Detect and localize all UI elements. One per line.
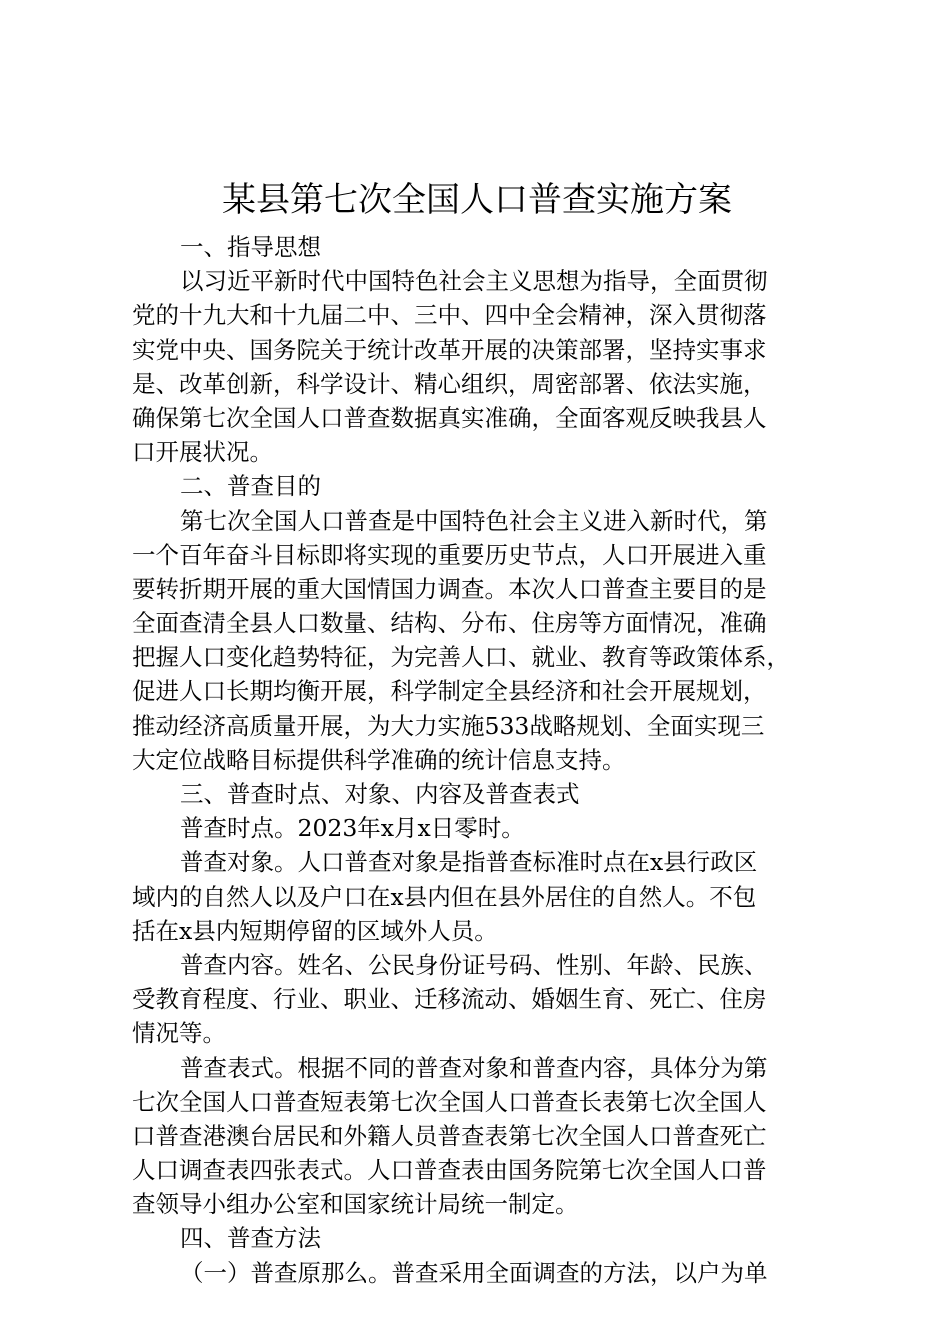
text-line: 推动经济高质量开展，为大力实施533战略规划、全面实现三 (132, 711, 765, 740)
text-line: 实党中央、国务院关于统计改革开展的决策部署，坚持实事求 (132, 335, 767, 364)
text-line: 党的十九大和十九届二中、三中、四中全会精神，深入贯彻落 (132, 301, 767, 330)
text-line: 普查对象。人口普查对象是指普查标准时点在x县行政区 (180, 848, 758, 877)
text-line: 确保第七次全国人口普查数据真实准确，全面客观反映我县人 (132, 403, 767, 432)
text-line: 二、普查目的 (180, 472, 321, 501)
text-line: 普查时点。2023年x月x日零时。 (180, 814, 525, 843)
text-line: 把握人口变化趋势特征，为完善人口、就业、教育等政策体系， (132, 643, 790, 672)
text-line: 普查表式。根据不同的普查对象和普查内容，具体分为第 (180, 1053, 768, 1082)
document-title: 某县第七次全国人口普查实施方案 (222, 180, 732, 220)
text-line: （一）普查原那么。普查采用全面调查的方法，以户为单 (180, 1258, 768, 1287)
text-line: 普查内容。姓名、公民身份证号码、性别、年龄、民族、 (180, 950, 768, 979)
text-line: 口开展状况。 (132, 438, 273, 467)
text-line: 促进人口长期均衡开展，科学制定全县经济和社会开展规划， (132, 677, 767, 706)
text-line: 七次全国人口普查短表第七次全国人口普查长表第七次全国人 (132, 1087, 767, 1116)
document-text (132, 230, 822, 1290)
text-line: 查领导小组办公室和国家统计局统一制定。 (132, 1190, 579, 1219)
text-line: 四、普查方法 (180, 1224, 321, 1253)
text-line: 一个百年奋斗目标即将实现的重要历史节点，人口开展进入重 (132, 540, 767, 569)
text-line: 第七次全国人口普查是中国特色社会主义进入新时代，第 (180, 506, 768, 535)
text-line: 要转折期开展的重大国情国力调查。本次人口普查主要目的是 (132, 574, 767, 603)
text-line: 一、指导思想 (180, 233, 321, 261)
text-line: 三、普查时点、对象、内容及普查表式 (180, 780, 580, 808)
text-line: 是、改革创新，科学设计、精心组织，周密部署、依法实施， (132, 369, 767, 398)
document-body (132, 176, 822, 1290)
text-line: 情况等。 (132, 1019, 226, 1048)
text-line: 口普查港澳台居民和外籍人员普查表第七次全国人口普查死亡 (132, 1121, 767, 1150)
text-line: 大定位战略目标提供科学准确的统计信息支持。 (132, 745, 626, 774)
text-line: 全面查清全县人口数量、结构、分布、住房等方面情况，准确 (132, 609, 767, 638)
text-line: 受教育程度、行业、职业、迁移流动、婚姻生育、死亡、住房 (132, 985, 767, 1014)
text-line: 人口调查表四张表式。人口普查表由国务院第七次全国人口普 (132, 1156, 767, 1185)
text-line: 域内的自然人以及户口在x县内但在县外居住的自然人。不包 (132, 882, 757, 911)
text-line: 括在x县内短期停留的区域外人员。 (132, 916, 498, 945)
text-line: 以习近平新时代中国特色社会主义思想为指导，全面贯彻 (180, 267, 768, 296)
